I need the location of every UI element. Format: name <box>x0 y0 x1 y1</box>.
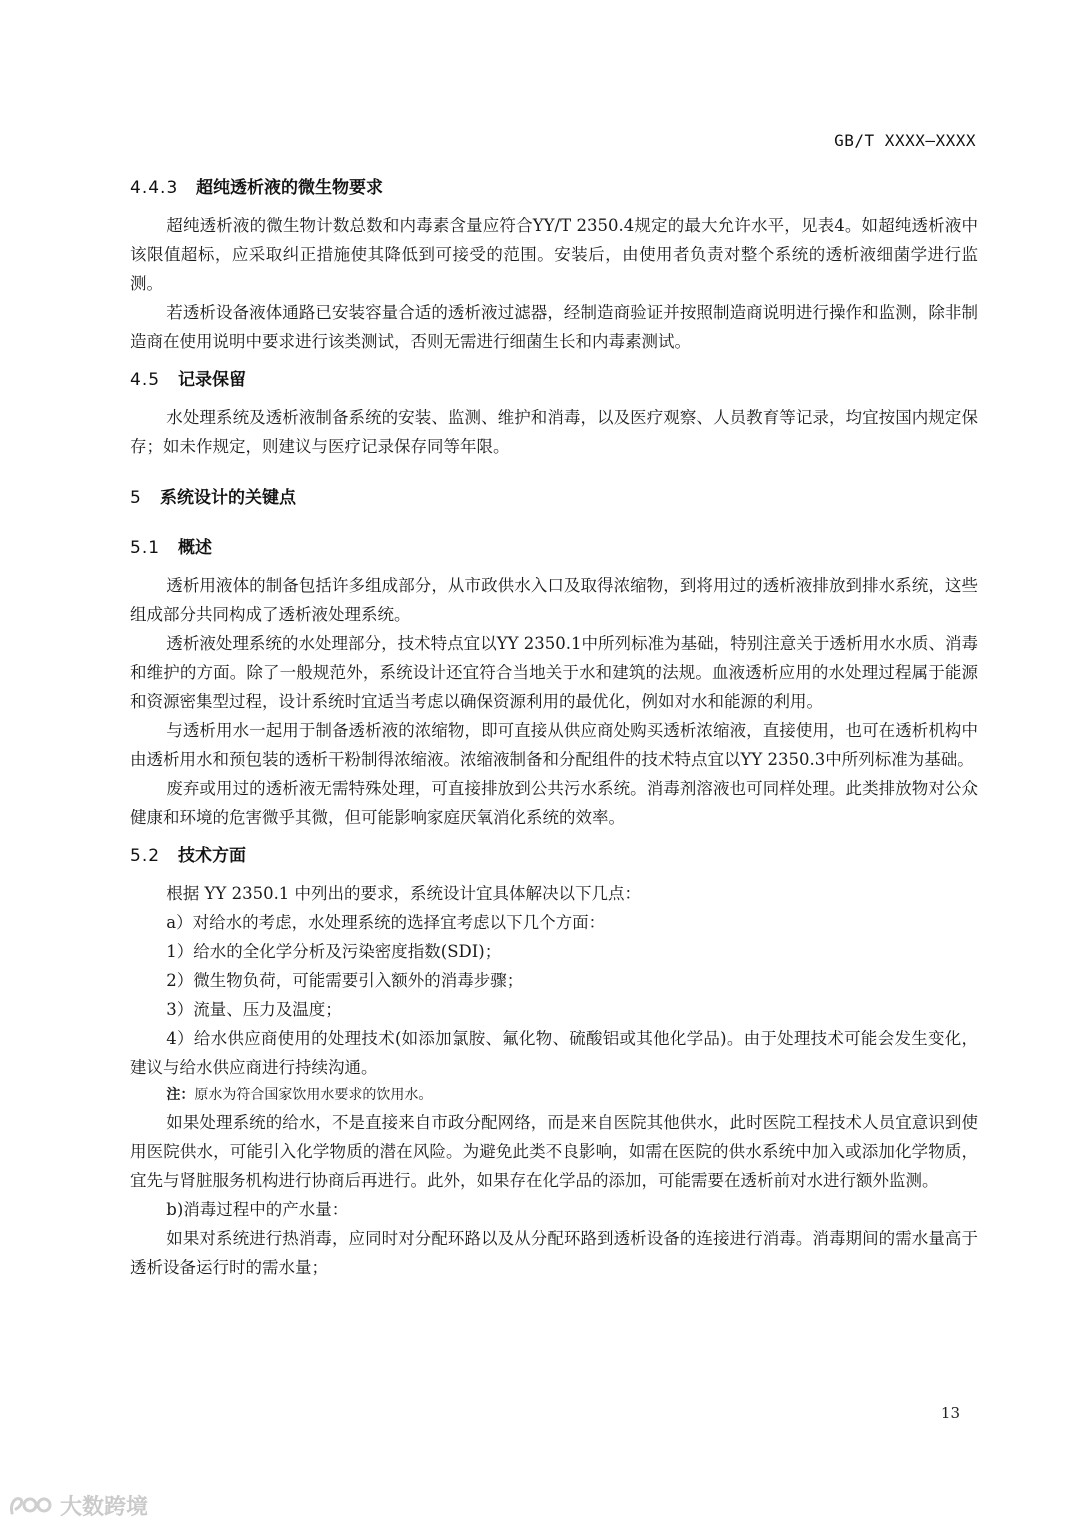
heading-number: 5.2 <box>130 846 161 866</box>
heading-number: 5 <box>130 488 142 508</box>
paragraph: 超纯透析液的微生物计数总数和内毒素含量应符合YY/T 2350.4规定的最大允许水平，见表4。如超纯透析液中该限值超标，应采取纠正措施使其降低到可接受的范围。安装后，由使用者负责对整个系统的透析液细菌学进行监测。 <box>130 216 978 293</box>
paragraph: 如果处理系统的给水，不是直接来自市政分配网络，而是来自医院其他供水，此时医院工程技术人员宜意识到使用医院供水，可能引入化学物质的潜在风险。为避免此类不良影响，如需在医院的供水系统中加入或添加化学物质，宜先与肾脏服务机构进行协商后再进行。此外，如果存在化学品的添加，可能需要在透析前对水进行额外监测。 <box>130 1113 978 1190</box>
page-number: 13 <box>940 1404 960 1422</box>
heading-number: 5.1 <box>130 538 161 558</box>
paragraph: 如果对系统进行热消毒，应同时对分配环路以及从分配环路到透析设备的连接进行消毒。消毒期间的需水量高于透析设备运行时的需水量； <box>130 1229 978 1277</box>
heading-4-4-3 <box>130 174 978 202</box>
paragraph: 根据 YY 2350.1 中列出的要求，系统设计宜具体解决以下几点： <box>166 884 642 903</box>
heading-number: 4.5 <box>130 370 161 390</box>
list-item: 2）微生物负荷，可能需要引入额外的消毒步骤； <box>166 971 524 990</box>
paragraph: 透析用液体的制备包括许多组成部分，从市政供水入口及取得浓缩物，到将用过的透析液排放到排水系统，这些组成部分共同构成了透析液处理系统。 <box>130 576 978 624</box>
note <box>130 1082 978 1108</box>
list-item: 3）流量、压力及温度； <box>166 1000 342 1019</box>
paragraph: 透析液处理系统的水处理部分，技术特点宜以YY 2350.1中所列标准为基础，特别注意关于透析用水水质、消毒和维护的方面。除了一般规范外，系统设计还宜符合当地关于水和建筑的法规。血液透析应用的水处理过程属于能源和资源密集型过程，设计系统时宜适当考虑以确保资源利用的最优化，例如对水和能源的利用。 <box>130 634 978 711</box>
heading-title: 记录保留 <box>178 370 246 390</box>
list-item: 4）给水供应商使用的处理技术(如添加氯胺、氟化物、硫酸铝或其他化学品)。由于处理技术可能会发生变化，建议与给水供应商进行持续沟通。 <box>130 1029 978 1077</box>
paragraph: 水处理系统及透析液制备系统的安装、监测、维护和消毒，以及医疗观察、人员教育等记录，均宜按国内规定保存；如未作规定，则建议与医疗记录保存同等年限。 <box>130 408 978 456</box>
heading-5 <box>130 484 978 512</box>
heading-title: 概述 <box>178 538 212 558</box>
watermark <box>8 1490 148 1521</box>
paragraph: 若透析设备液体通路已安装容量合适的透析液过滤器，经制造商验证并按照制造商说明进行操作和监测，除非制造商在使用说明中要求进行该类测试，否则无需进行细菌生长和内毒素测试。 <box>130 303 978 351</box>
heading-title: 技术方面 <box>178 846 246 866</box>
watermark-text: 大数跨境 <box>60 1495 149 1520</box>
paragraph: 与透析用水一起用于制备透析液的浓缩物，即可直接从供应商处购买透析浓缩液，直接使用，也可在透析机构中由透析用水和预包装的透析干粉制得浓缩液。浓缩液制备和分配组件的技术特点宜以YY 2350.3中所列标准为基础。 <box>130 721 978 769</box>
heading-4-5 <box>130 366 978 394</box>
list-item: b)消毒过程中的产水量： <box>166 1200 349 1219</box>
heading-title: 超纯透析液的微生物要求 <box>196 178 383 198</box>
heading-title: 系统设计的关键点 <box>160 488 296 508</box>
standard-code: GB/T XXXX—XXXX <box>834 131 976 150</box>
list-item: a）对给水的考虑，水处理系统的选择宜考虑以下几个方面： <box>166 913 606 932</box>
note-text: 原水为符合国家饮用水要求的饮用水。 <box>194 1087 433 1103</box>
heading-5-1 <box>130 534 978 562</box>
heading-5-2 <box>130 842 978 870</box>
heading-number: 4.4.3 <box>130 178 179 198</box>
paragraph: 废弃或用过的透析液无需特殊处理，可直接排放到公共污水系统。消毒剂溶液也可同样处理。此类排放物对公众健康和环境的危害微乎其微，但可能影响家庭厌氧消化系统的效率。 <box>130 779 978 827</box>
note-label: 注： <box>166 1087 195 1103</box>
list-item: 1）给水的全化学分析及污染密度指数(SDI)； <box>166 942 502 961</box>
watermark-logo-icon <box>8 1493 56 1519</box>
document-body <box>130 174 978 1282</box>
